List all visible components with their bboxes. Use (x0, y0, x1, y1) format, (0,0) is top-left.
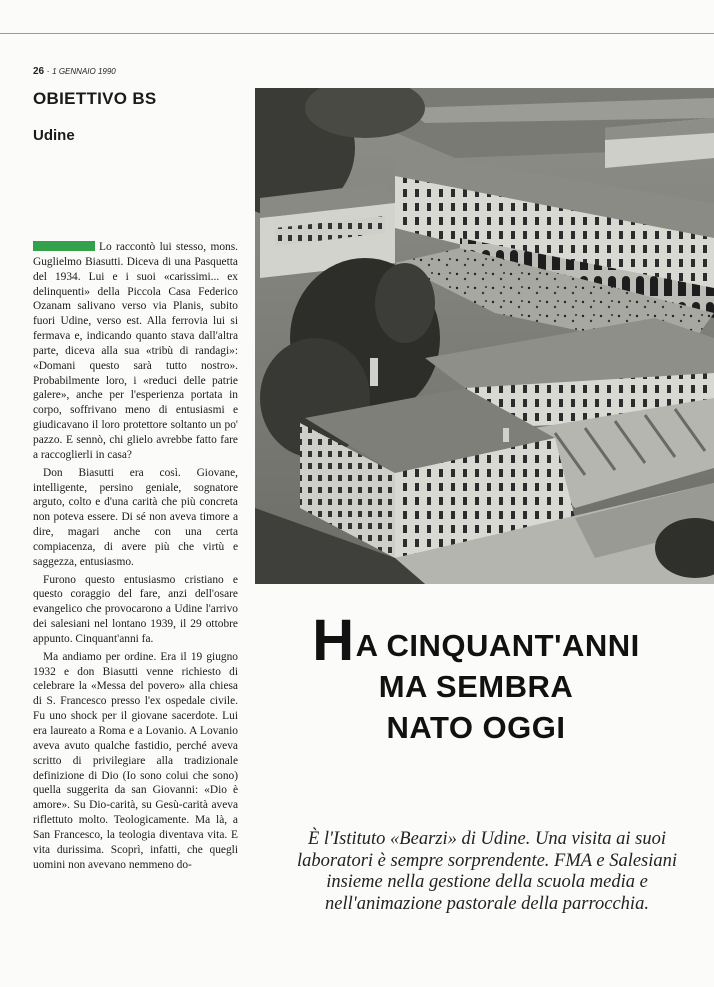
header-separator: · (46, 66, 50, 76)
paragraph-2: Don Biasutti era così. Giovane, intelligente, persino geniale, sognatore arguto, colto e d'una carità che più concreta non poteva essere. Di sé non aveva timore a dire, magari anche con una certa compiacenza, di avere più che virtù e saggezza, entusiasmo. (33, 466, 238, 568)
headline (256, 608, 696, 748)
top-rule (0, 33, 714, 34)
aerial-view-institute-building-icon (255, 88, 714, 584)
subsection-title: Udine (33, 127, 75, 144)
green-accent-bar (33, 241, 95, 251)
section-title: OBIETTIVO BS (33, 89, 157, 108)
headline-line-3: NATO OGGI (386, 710, 566, 745)
headline-line-2: MA SEMBRA (378, 669, 574, 704)
paragraph-1-text: Lo raccontò lui stesso, mons. Guglielmo Biasutti. Diceva di una Pasquetta del 1934. Lui e i suoi «carissimi... ex delinquenti» della Piccola Casa Federico Ozanam salivano verso via Planis, subito fuori Udine, verso est. Alla ferrovia lui si fermava e, indicando quanto stava dall'altra parte, diceva alla sua «tribù di randagi»: «Domani questo sarà tutto nostro». Probabilmente loro, i «reduci delle patrie galere», anche per l'esperienza portata in corpo, soffrivano meno di entusiasmi e giudicavano il loro protettore soltanto un po' pazzo. E sennò, chi glielo avrebbe fatto fare a raccoglierli in casa? (33, 241, 238, 461)
paragraph-4: Ma andiamo per ordine. Era il 19 giugno 1932 e don Biasutti venne richiesto di celebrare la «Messa del povero» alla chiesa di S. Francesco presso l'ex ospedale civile. Fu uno shock per il giovane sacerdote. Lui era laureato a Roma e a Lovanio. A Lovanio aveva avuto qualche fastidio, perché aveva scritto di privilegiare alla tradizionale definizione di Dio (Io sono colui che sono) quella suggerita da san Giovanni: «Dio è amore». Su Dio-carità, su Gesù-carità aveva riflettuto molto. Teologicamente. Ma là, a San Francesco, la teologia diventava vita. E vita durissima. Scoprì, infatti, che quegli uomini non avevano nemmeno do- (33, 650, 238, 871)
aerial-photo (255, 88, 714, 584)
standfirst: È l'Istituto «Bearzi» di Udine. Una visita ai suoi laboratori è sempre sorprendente. FMA e Salesiani insieme nella gestione della scuola media e nell'animazione pastorale della parrocchia. (296, 829, 678, 914)
headline-line-1 (256, 608, 696, 673)
page-header (33, 66, 116, 77)
paragraph-3: Furono questo entusiasmo cristiano e questo coraggio del fare, anzi dell'osare evangelico che provocarono a Udine l'arrivo dei salesiani nel lontano 1939, il 29 ottobre appunto. Cinquant'anni fa. (33, 573, 238, 645)
page-number: 26 (33, 66, 45, 77)
article-body (33, 240, 238, 875)
issue-date: 1 GENNAIO 1990 (52, 67, 116, 76)
headline-initial: H (312, 608, 355, 673)
headline-line-1-rest: A CINQUANT'ANNI (355, 628, 640, 663)
paragraph-1 (33, 240, 238, 463)
